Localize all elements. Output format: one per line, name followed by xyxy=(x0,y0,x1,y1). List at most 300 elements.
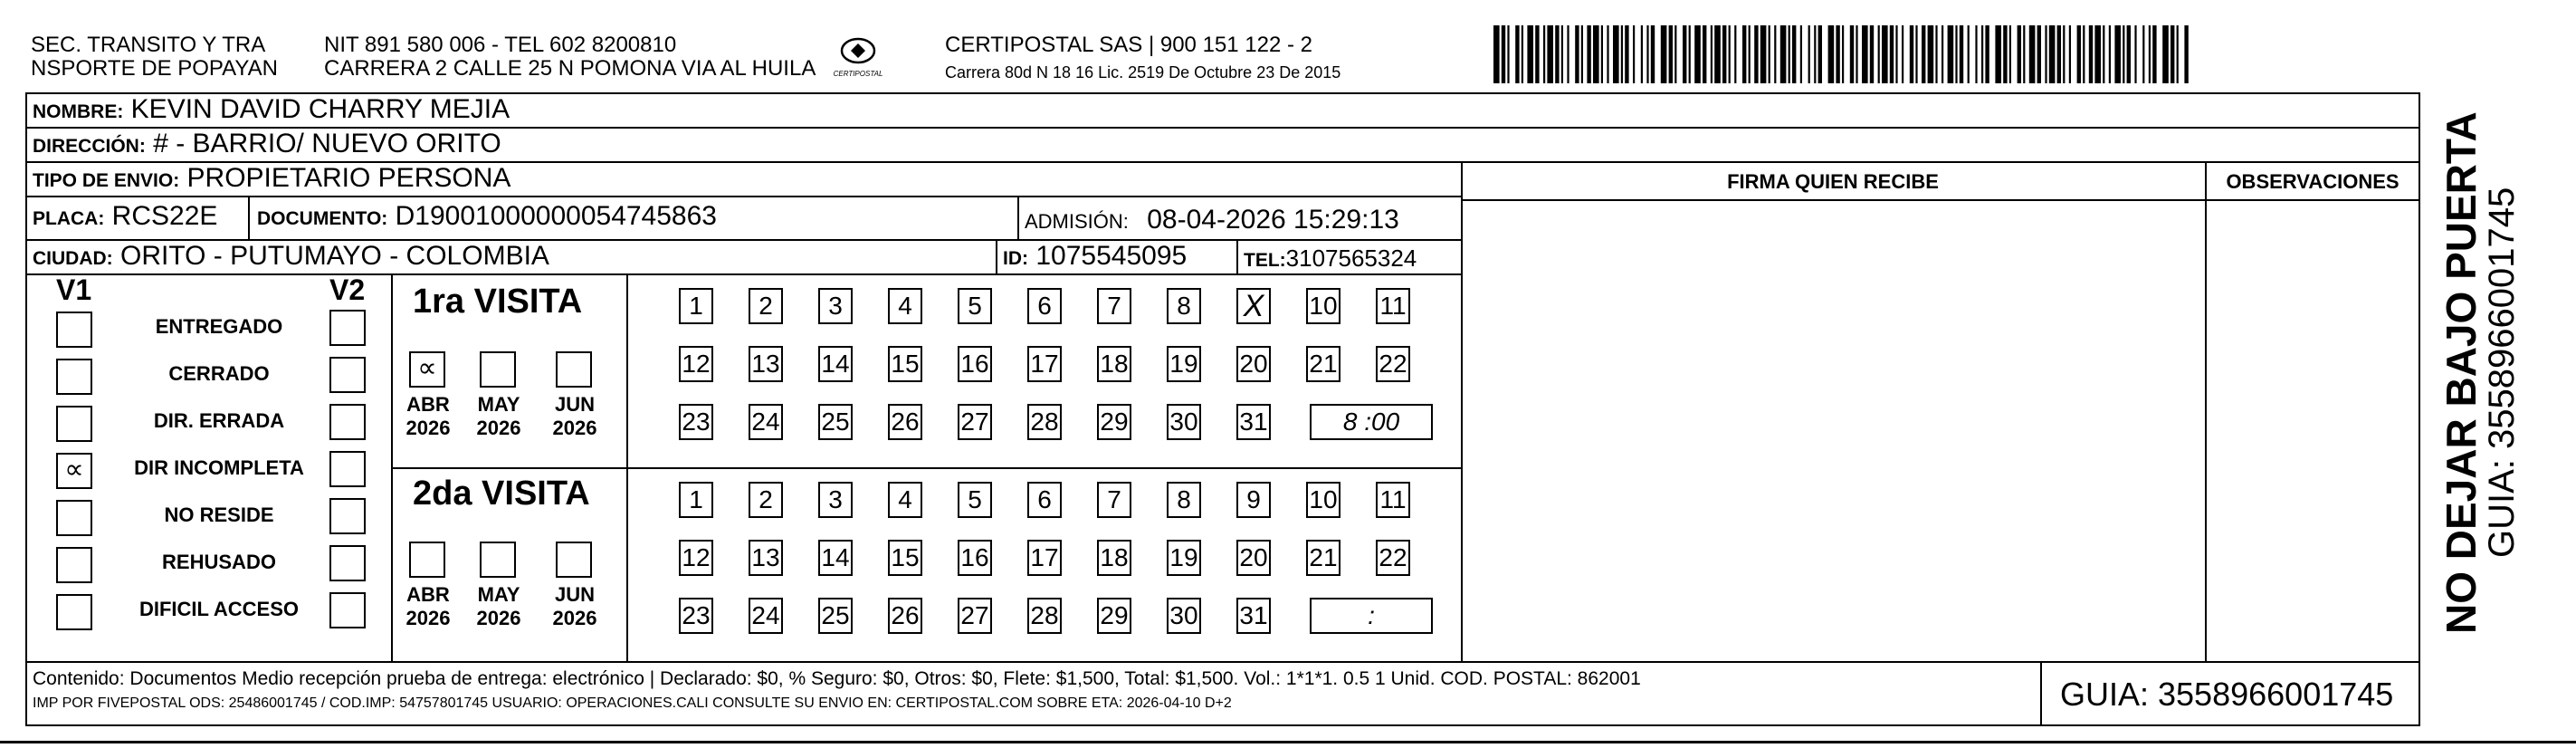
day-number: 31 xyxy=(1239,601,1268,629)
day-box[interactable] xyxy=(1097,346,1131,382)
barcode-bar xyxy=(1661,25,1667,83)
day-number: 21 xyxy=(1309,350,1338,378)
v2-checkbox[interactable] xyxy=(329,545,366,581)
barcode-bar xyxy=(1651,25,1655,83)
barcode-bar xyxy=(2023,25,2025,83)
day-box[interactable] xyxy=(679,346,713,382)
day-number: 25 xyxy=(821,601,850,629)
barcode-bar xyxy=(2162,25,2169,83)
day-number: 9 xyxy=(1246,485,1261,513)
v2-checkbox[interactable] xyxy=(329,498,366,534)
v2-checkbox[interactable] xyxy=(329,310,366,346)
documento-value: D19001000000054745863 xyxy=(395,201,717,231)
id-label: ID: xyxy=(1003,248,1028,269)
day-box[interactable] xyxy=(818,346,853,382)
barcode-bar xyxy=(1968,25,1970,83)
barcode-bar xyxy=(2094,25,2101,83)
v2-checkbox[interactable] xyxy=(329,451,366,487)
day-box[interactable] xyxy=(888,404,922,440)
day-number: 11 xyxy=(1379,292,1407,320)
month-name: MAY xyxy=(477,393,520,416)
day-box[interactable] xyxy=(1027,346,1062,382)
barcode-bar xyxy=(1922,25,1925,83)
day-number: 3 xyxy=(828,292,843,320)
day-number: 25 xyxy=(821,408,850,436)
contenido-text: Contenido: Documentos Medio recepción prueba de entrega: electrónico | Declarado: $0, % Seguro: $0, Otros: $0, Flete: $1,500, Total: $1,500. Vol.: 1*1*1. 0.5 1 Unid. COD. POSTAL: 862001 xyxy=(33,668,1641,689)
barcode-bar xyxy=(1828,25,1835,83)
id-value: 1075545095 xyxy=(1035,241,1188,271)
day-number: 17 xyxy=(1030,543,1059,571)
day-box[interactable] xyxy=(749,598,783,634)
day-box[interactable] xyxy=(749,346,783,382)
barcode-bar xyxy=(1625,25,1628,83)
license-line: Carrera 80d N 18 16 Lic. 2519 De Octubre 23 De 2015 xyxy=(945,63,1341,82)
barcode-bar xyxy=(1890,25,1894,83)
barcode-bar xyxy=(1774,25,1776,83)
day-number: 2 xyxy=(758,485,773,513)
barcode-bar xyxy=(2018,25,2021,83)
barcode-bar xyxy=(1995,25,2001,83)
status-reason-label: REHUSADO xyxy=(162,551,276,573)
status-reason-label: CERRADO xyxy=(168,362,270,385)
day-box[interactable] xyxy=(1306,482,1340,518)
tel-field xyxy=(1244,243,1417,276)
ciudad-value: ORITO - PUTUMAYO - COLOMBIA xyxy=(120,241,549,271)
day-box[interactable] xyxy=(1097,288,1131,324)
day-box[interactable] xyxy=(749,404,783,440)
day-number: 13 xyxy=(751,543,780,571)
barcode-bar xyxy=(1502,25,1505,83)
day-number: 4 xyxy=(898,485,912,513)
month-checkbox[interactable] xyxy=(480,542,516,578)
day-number: 30 xyxy=(1169,601,1198,629)
day-box[interactable] xyxy=(1027,540,1062,576)
barcode-bar xyxy=(2123,25,2124,83)
day-box[interactable] xyxy=(1376,540,1410,576)
barcode-bar xyxy=(1981,25,1983,83)
day-box[interactable] xyxy=(1306,346,1340,382)
barcode-bar xyxy=(1808,25,1810,83)
month-label xyxy=(547,393,603,440)
day-box[interactable] xyxy=(888,482,922,518)
day-number: 18 xyxy=(1100,350,1129,378)
barcode-bar xyxy=(1601,25,1603,83)
month-label xyxy=(547,583,603,630)
barcode-bar xyxy=(1928,25,1934,83)
barcode-bar xyxy=(1547,25,1553,83)
month-year: 2026 xyxy=(552,607,597,629)
day-number: 8 xyxy=(1177,485,1191,513)
barcode-bar xyxy=(1535,25,1539,83)
day-number: 17 xyxy=(1030,350,1059,378)
day-box[interactable] xyxy=(958,404,992,440)
month-label xyxy=(400,583,456,630)
day-number: 11 xyxy=(1379,485,1407,513)
barcode-bar xyxy=(2029,25,2036,83)
ciudad-field xyxy=(33,241,549,274)
barcode-bar xyxy=(1714,25,1721,83)
barcode-bar xyxy=(1850,25,1854,83)
month-label xyxy=(471,393,527,440)
v2-checkbox[interactable] xyxy=(329,357,366,393)
month-year: 2026 xyxy=(476,417,521,439)
barcode-bar xyxy=(1895,25,1897,83)
direccion-label: DIRECCIÓN: xyxy=(33,136,146,157)
day-number: 20 xyxy=(1239,350,1268,378)
barcode-bar xyxy=(1985,25,1989,83)
barcode-bar xyxy=(1975,25,1977,83)
barcode-bar xyxy=(1561,25,1563,83)
barcode-bar xyxy=(1527,25,1533,83)
month-name: ABR xyxy=(406,393,450,416)
day-box[interactable] xyxy=(818,482,853,518)
day-number: 4 xyxy=(898,292,912,320)
month-year: 2026 xyxy=(405,607,451,629)
svg-text:CERTIPOSTAL: CERTIPOSTAL xyxy=(833,70,883,78)
day-number: 24 xyxy=(751,408,780,436)
barcode-bar xyxy=(1593,25,1599,83)
ciudad-label: CIUDAD: xyxy=(33,248,113,269)
day-box[interactable] xyxy=(1097,482,1131,518)
barcode-bar xyxy=(2003,25,2007,83)
v2-checkbox[interactable] xyxy=(329,592,366,628)
day-number: 15 xyxy=(891,350,920,378)
barcode-bar xyxy=(1742,25,1746,83)
day-number: 30 xyxy=(1169,408,1198,436)
day-box[interactable] xyxy=(888,540,922,576)
barcode-bar xyxy=(1948,25,1954,83)
observaciones-header: OBSERVACIONES xyxy=(2226,170,2399,193)
barcode-bar xyxy=(1543,25,1545,83)
documento-label: DOCUMENTO: xyxy=(257,208,388,229)
status-reason-label: DIR INCOMPLETA xyxy=(134,456,304,479)
barcode-bar xyxy=(1882,25,1888,83)
month-checkbox[interactable] xyxy=(556,542,592,578)
barcode-bar xyxy=(1567,25,1569,83)
day-box[interactable] xyxy=(1236,404,1271,440)
tipo-envio-row xyxy=(33,163,510,197)
tipo-envio-label: TIPO DE ENVIO: xyxy=(33,170,180,191)
status-reason-label: DIR. ERRADA xyxy=(153,409,285,432)
day-box[interactable] xyxy=(958,346,992,382)
day-box[interactable] xyxy=(1027,404,1062,440)
day-box[interactable] xyxy=(1306,540,1340,576)
day-box[interactable] xyxy=(1376,288,1410,324)
day-number: 6 xyxy=(1037,292,1052,320)
barcode-bar xyxy=(1555,25,1559,83)
day-box[interactable] xyxy=(1167,404,1201,440)
barcode-bar xyxy=(1734,25,1736,83)
barcode-bar xyxy=(1902,25,1903,83)
day-box[interactable] xyxy=(1167,482,1201,518)
day-box[interactable] xyxy=(749,540,783,576)
barcode-bar xyxy=(1607,25,1608,83)
day-box[interactable] xyxy=(818,540,853,576)
day-number: 19 xyxy=(1169,350,1198,378)
barcode-bar xyxy=(1694,25,1701,83)
time-box[interactable]: 8 :00 xyxy=(1310,404,1433,440)
day-number: 20 xyxy=(1239,543,1268,571)
barcode-bar xyxy=(2152,25,2156,83)
month-year: 2026 xyxy=(405,417,451,439)
day-box[interactable] xyxy=(1097,540,1131,576)
barcode-icon xyxy=(1493,25,2190,83)
barcode-bar xyxy=(2114,25,2121,83)
barcode-bar xyxy=(2134,25,2136,83)
day-number: 10 xyxy=(1309,485,1338,513)
day-number: 24 xyxy=(751,601,780,629)
sender-line-2: NSPORTE DE POPAYAN xyxy=(31,56,278,81)
day-number: 7 xyxy=(1107,292,1121,320)
barcode-bar xyxy=(1507,25,1509,83)
direccion-row xyxy=(33,129,501,162)
day-number: 27 xyxy=(960,601,989,629)
tipo-envio-value: PROPIETARIO PERSONA xyxy=(186,163,511,193)
checkmark-icon: ∝ xyxy=(64,455,84,484)
barcode-bar xyxy=(1621,25,1623,83)
day-number: 19 xyxy=(1169,543,1198,571)
barcode-bar xyxy=(1769,25,1770,83)
barcode-bar xyxy=(1646,25,1648,83)
day-box[interactable] xyxy=(888,288,922,324)
day-number: 27 xyxy=(960,408,989,436)
v1-checkbox[interactable] xyxy=(56,406,92,442)
barcode-bar xyxy=(1878,25,1880,83)
barcode-bar xyxy=(1703,25,1706,83)
footer-guia: GUIA: 3558966001745 xyxy=(2060,676,2394,713)
barcode-bar xyxy=(2149,25,2151,83)
v2-checkbox[interactable] xyxy=(329,404,366,440)
nombre-value: KEVIN DAVID CHARRY MEJIA xyxy=(130,94,510,124)
day-box[interactable] xyxy=(1236,598,1271,634)
day-box[interactable] xyxy=(888,598,922,634)
admision-label: ADMISIÓN: xyxy=(1025,210,1129,233)
x-mark-icon: X xyxy=(1243,289,1264,323)
v1-checkbox[interactable] xyxy=(56,359,92,395)
barcode-bar xyxy=(1722,25,1726,83)
day-number: 8 xyxy=(1177,292,1191,320)
month-year: 2026 xyxy=(552,417,597,439)
barcode-bar xyxy=(1836,25,1839,83)
v1-checkbox[interactable] xyxy=(56,594,92,630)
day-box[interactable] xyxy=(888,346,922,382)
nombre-label: NOMBRE: xyxy=(33,101,124,122)
barcode-bar xyxy=(2069,25,2071,83)
tel-value: 3107565324 xyxy=(1285,245,1417,272)
day-number: 2 xyxy=(758,292,773,320)
month-label xyxy=(471,583,527,630)
barcode-bar xyxy=(1613,25,1619,83)
placa-value: RCS22E xyxy=(111,201,218,231)
day-number: 5 xyxy=(968,292,982,320)
barcode-bar xyxy=(1633,25,1635,83)
day-box[interactable] xyxy=(818,404,853,440)
day-number: 22 xyxy=(1379,350,1407,378)
day-box[interactable] xyxy=(1376,482,1410,518)
day-box[interactable] xyxy=(1167,540,1201,576)
day-number: 29 xyxy=(1100,601,1129,629)
day-box[interactable] xyxy=(1376,346,1410,382)
nit-line: NIT 891 580 006 - TEL 602 8200810 xyxy=(324,33,677,57)
visit1-title: 1ra VISITA xyxy=(413,283,583,321)
barcode-bar xyxy=(1842,25,1844,83)
barcode-bar xyxy=(1587,25,1590,83)
day-box[interactable] xyxy=(679,598,713,634)
certipostal-logo xyxy=(831,34,885,82)
barcode-bar xyxy=(1674,25,1676,83)
v1-checkbox[interactable] xyxy=(56,453,92,489)
day-box[interactable] xyxy=(1167,346,1201,382)
day-box[interactable] xyxy=(1167,598,1201,634)
month-checkbox[interactable] xyxy=(409,542,445,578)
barcode xyxy=(1493,25,2190,83)
month-name: JUN xyxy=(554,583,595,606)
sender-line-1: SEC. TRANSITO Y TRA xyxy=(31,33,266,57)
day-number: 13 xyxy=(751,350,780,378)
barcode-bar xyxy=(2009,25,2011,83)
status-reason-label: NO RESIDE xyxy=(164,503,274,526)
address-line: CARRERA 2 CALLE 25 N POMONA VIA AL HUILA xyxy=(324,56,816,81)
barcode-bar xyxy=(1818,25,1822,83)
month-checkbox[interactable] xyxy=(556,351,592,388)
day-number: 23 xyxy=(682,601,711,629)
day-number: 1 xyxy=(689,485,703,513)
day-number: 15 xyxy=(891,543,920,571)
day-number: 26 xyxy=(891,601,920,629)
day-number: 23 xyxy=(682,408,711,436)
day-number: 3 xyxy=(828,485,843,513)
day-number: 16 xyxy=(960,543,989,571)
barcode-bar xyxy=(1915,25,1917,83)
day-box[interactable] xyxy=(958,288,992,324)
barcode-bar xyxy=(1515,25,1519,83)
day-number: 5 xyxy=(968,485,982,513)
id-field xyxy=(1003,241,1187,274)
day-box[interactable] xyxy=(958,482,992,518)
barcode-bar xyxy=(2177,25,2179,83)
day-number: 1 xyxy=(689,292,703,320)
day-number: 26 xyxy=(891,408,920,436)
day-number: 16 xyxy=(960,350,989,378)
checkmark-icon: ∝ xyxy=(417,353,437,383)
direccion-value: # - BARRIO/ NUEVO ORITO xyxy=(153,129,501,158)
barcode-bar xyxy=(1749,25,1751,83)
day-box[interactable] xyxy=(958,540,992,576)
barcode-bar xyxy=(2127,25,2131,83)
barcode-bar xyxy=(2045,25,2046,83)
barcode-bar xyxy=(1780,25,1787,83)
barcode-bar xyxy=(2089,25,2093,83)
month-name: MAY xyxy=(477,583,520,606)
v1-checkbox[interactable] xyxy=(56,547,92,583)
barcode-bar xyxy=(1789,25,1790,83)
v2-label: V2 xyxy=(329,273,366,306)
day-number: 10 xyxy=(1309,292,1338,320)
day-box[interactable] xyxy=(1097,404,1131,440)
barcode-bar xyxy=(1522,25,1523,83)
day-box[interactable] xyxy=(1236,288,1271,324)
barcode-bar xyxy=(1581,25,1583,83)
month-name: JUN xyxy=(554,393,595,416)
tel-label: TEL: xyxy=(1244,250,1286,271)
visit2-title: 2da VISITA xyxy=(413,475,590,513)
day-box[interactable] xyxy=(749,288,783,324)
day-box[interactable] xyxy=(679,404,713,440)
barcode-bar xyxy=(1641,25,1643,83)
day-box[interactable] xyxy=(679,540,713,576)
day-box[interactable] xyxy=(1236,540,1271,576)
day-number: 6 xyxy=(1037,485,1052,513)
day-box[interactable] xyxy=(818,288,853,324)
day-box[interactable] xyxy=(1027,482,1062,518)
placa-field xyxy=(33,201,217,235)
admision-value: 08-04-2026 15:29:13 xyxy=(1147,205,1399,235)
day-number: 28 xyxy=(1030,601,1059,629)
barcode-bar xyxy=(1575,25,1579,83)
barcode-bar xyxy=(1493,25,1500,83)
day-number: 28 xyxy=(1030,408,1059,436)
barcode-bar xyxy=(1683,25,1686,83)
day-box[interactable] xyxy=(1236,346,1271,382)
day-number: 29 xyxy=(1100,408,1129,436)
v1-checkbox[interactable] xyxy=(56,312,92,348)
barcode-bar xyxy=(2171,25,2174,83)
status-reason-label: DIFICIL ACCESO xyxy=(138,598,299,620)
day-box[interactable] xyxy=(1097,598,1131,634)
barcode-bar xyxy=(2037,25,2041,83)
month-checkbox[interactable] xyxy=(480,351,516,388)
day-box[interactable] xyxy=(1027,288,1062,324)
day-number: 18 xyxy=(1100,543,1129,571)
month-name: ABR xyxy=(406,583,450,606)
day-box[interactable] xyxy=(679,288,713,324)
barcode-bar xyxy=(2142,25,2144,83)
nombre-row xyxy=(33,94,510,128)
barcode-bar xyxy=(1669,25,1673,83)
day-box[interactable] xyxy=(1167,288,1201,324)
day-box[interactable] xyxy=(818,598,853,634)
side-guia: GUIA: 3558966001745 xyxy=(2482,187,2522,558)
barcode-bar xyxy=(2109,25,2111,83)
day-box[interactable] xyxy=(1306,288,1340,324)
barcode-bar xyxy=(2083,25,2085,83)
day-box[interactable] xyxy=(679,482,713,518)
barcode-bar xyxy=(2077,25,2081,83)
barcode-bar xyxy=(2103,25,2104,83)
barcode-bar xyxy=(1862,25,1868,83)
month-label xyxy=(400,393,456,440)
certipostal-logo-icon xyxy=(831,34,885,82)
day-number: 14 xyxy=(821,543,850,571)
day-box[interactable] xyxy=(1027,598,1062,634)
day-box[interactable] xyxy=(958,598,992,634)
side-warning: NO DEJAR BAJO PUERTA xyxy=(2438,111,2485,634)
placa-label: PLACA: xyxy=(33,208,105,229)
day-number: 14 xyxy=(821,350,850,378)
day-number: 12 xyxy=(682,350,711,378)
time-box[interactable]: : xyxy=(1310,598,1433,634)
barcode-bar xyxy=(2057,25,2061,83)
barcode-bar xyxy=(1760,25,1767,83)
day-box[interactable] xyxy=(749,482,783,518)
month-checkbox[interactable] xyxy=(409,351,445,388)
barcode-bar xyxy=(1856,25,1857,83)
barcode-bar xyxy=(2063,25,2065,83)
v1-checkbox[interactable] xyxy=(56,500,92,536)
day-box[interactable] xyxy=(1236,482,1271,518)
barcode-bar xyxy=(1792,25,1796,83)
day-number: 12 xyxy=(682,543,711,571)
